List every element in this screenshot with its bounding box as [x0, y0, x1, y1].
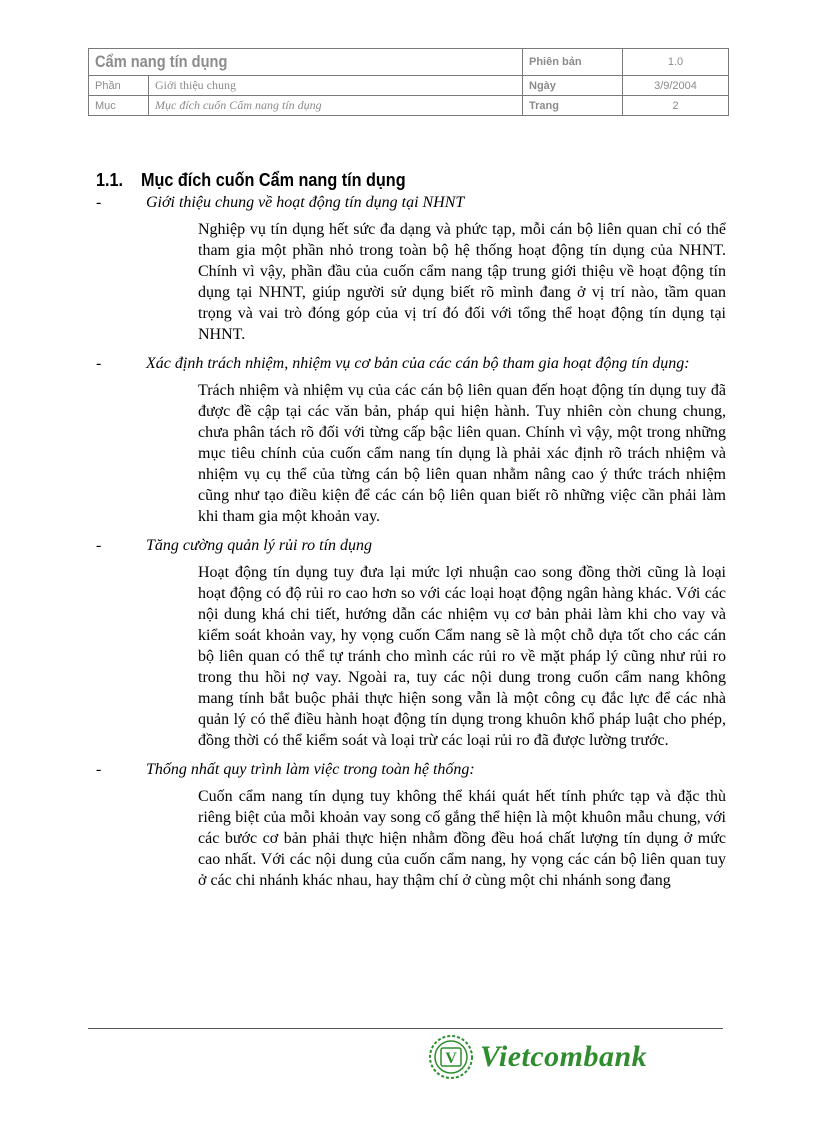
list-item	[96, 759, 726, 891]
list-item	[96, 535, 726, 751]
header-date-label: Ngày	[523, 76, 623, 96]
bullet-dash: -	[96, 761, 102, 778]
header-part-value: Giới thiệu chung	[149, 76, 523, 96]
emblem-letter: V	[445, 1050, 457, 1067]
section-heading	[96, 170, 406, 191]
vietcombank-logo	[428, 1034, 647, 1080]
header-part-label: Phần	[89, 76, 149, 96]
header-title: Cẩm nang tín dụng	[95, 52, 228, 71]
bullet-dash: -	[96, 194, 102, 211]
item-subtitle: Tăng cường quản lý rủi ro tín dụng	[146, 537, 373, 554]
brand-wordmark: Vietcombank	[480, 1040, 648, 1073]
item-subtitle: Giới thiệu chung về hoạt động tín dụng tại NHNT	[146, 194, 465, 211]
header-page-value: 2	[623, 96, 729, 116]
list-item	[96, 353, 726, 527]
document-header-table	[88, 48, 729, 116]
header-date-value: 3/9/2004	[623, 76, 729, 96]
bullet-dash: -	[96, 537, 102, 554]
bullet-dash: -	[96, 355, 102, 372]
header-title-cell	[89, 49, 523, 76]
vietcombank-emblem-icon	[428, 1034, 474, 1080]
item-paragraph: Nghiệp vụ tín dụng hết sức đa dạng và phức tạp, mỗi cán bộ liên quan chỉ có thể tham gia một phần nhỏ trong toàn bộ hệ thống hoạt động tín dụng của NHNT. Chính vì vậy, phần đầu của cuốn cẩm nang tập trung giới thiệu về hoạt động tín dụng tại NHNT, giúp người sử dụng biết rõ mình đang ở vị trí nào, tầm quan trọng và vai trò đóng góp của vị trí đó đối với tổng thể hoạt động tín dụng tại NHNT.	[198, 221, 726, 343]
header-section-value: Mục đích cuốn Cẩm nang tín dụng	[149, 96, 523, 116]
item-paragraph: Hoạt động tín dụng tuy đưa lại mức lợi nhuận cao song đồng thời cũng là loại hoạt động có độ rủi ro cao hơn so với các loại hoạt động ngân hàng khác. Với các nội dung khá chi tiết, hướng dẫn các nhiệm vụ cơ bản phải làm khi cho vay và kiểm soát khoản vay, hy vọng cuốn Cẩm nang sẽ là một chỗ dựa tốt cho các cán bộ liên quan có thể tự tránh cho mình các rủi ro về mặt pháp lý cũng như rủi ro trong thu hồi nợ vay. Ngoài ra, tuy các nội dung trong cuốn cẩm nang không mang tính bắt buộc phải thực hiện song vẫn là một công cụ đắc lực để các nhà quản lý có thể điều hành hoạt động tín dụng trong khuôn khổ pháp luật cho phép, đồng thời có thể kiểm soát và loại trừ các loại rủi ro đã được lường trước.	[198, 564, 726, 749]
header-version-label: Phiên bản	[523, 49, 623, 76]
header-page-label: Trang	[523, 96, 623, 116]
list-item	[96, 192, 726, 345]
item-paragraph: Cuốn cẩm nang tín dụng tuy không thể khái quát hết tính phức tạp và đặc thù riêng biệt của mỗi khoản vay song cố gắng thể hiện là một khuôn mẫu chung, với các bước cơ bản phải thực hiện nhằm đồng đều hoá chất lượng tín dụng ở mức cao nhất. Với các nội dung của cuốn cẩm nang, hy vọng các cán bộ liên quan tuy ở các chi nhánh khác nhau, hay thậm chí ở cùng một chi nhánh song đang	[198, 788, 726, 889]
item-subtitle: Thống nhất quy trình làm việc trong toàn hệ thống:	[146, 761, 475, 778]
header-version-value: 1.0	[623, 49, 729, 76]
item-subtitle: Xác định trách nhiệm, nhiệm vụ cơ bản của các cán bộ tham gia hoạt động tín dụng:	[146, 355, 690, 372]
footer-divider	[88, 1028, 723, 1029]
item-paragraph: Trách nhiệm và nhiệm vụ của các cán bộ liên quan đến hoạt động tín dụng tuy đã được đề cập tại các văn bản, pháp qui hiện hành. Tuy nhiên còn chung chung, chưa phân tách rõ đối với từng cấp bậc liên quan. Chính vì vậy, một trong những mục tiêu chính của cuốn cẩm nang tín dụng là phải xác định rõ trách nhiệm và nhiệm vụ cụ thể của từng cán bộ liên quan nhằm nâng cao ý thức trách nhiệm cũng như tạo điều kiện để các cán bộ liên quan biết rõ những việc cần phải làm khi tham gia một khoản vay.	[198, 382, 726, 525]
section-title: Mục đích cuốn Cẩm nang tín dụng	[141, 170, 406, 190]
document-body	[96, 192, 726, 899]
header-section-label: Mục	[89, 96, 149, 116]
section-number: 1.1.	[96, 170, 124, 190]
